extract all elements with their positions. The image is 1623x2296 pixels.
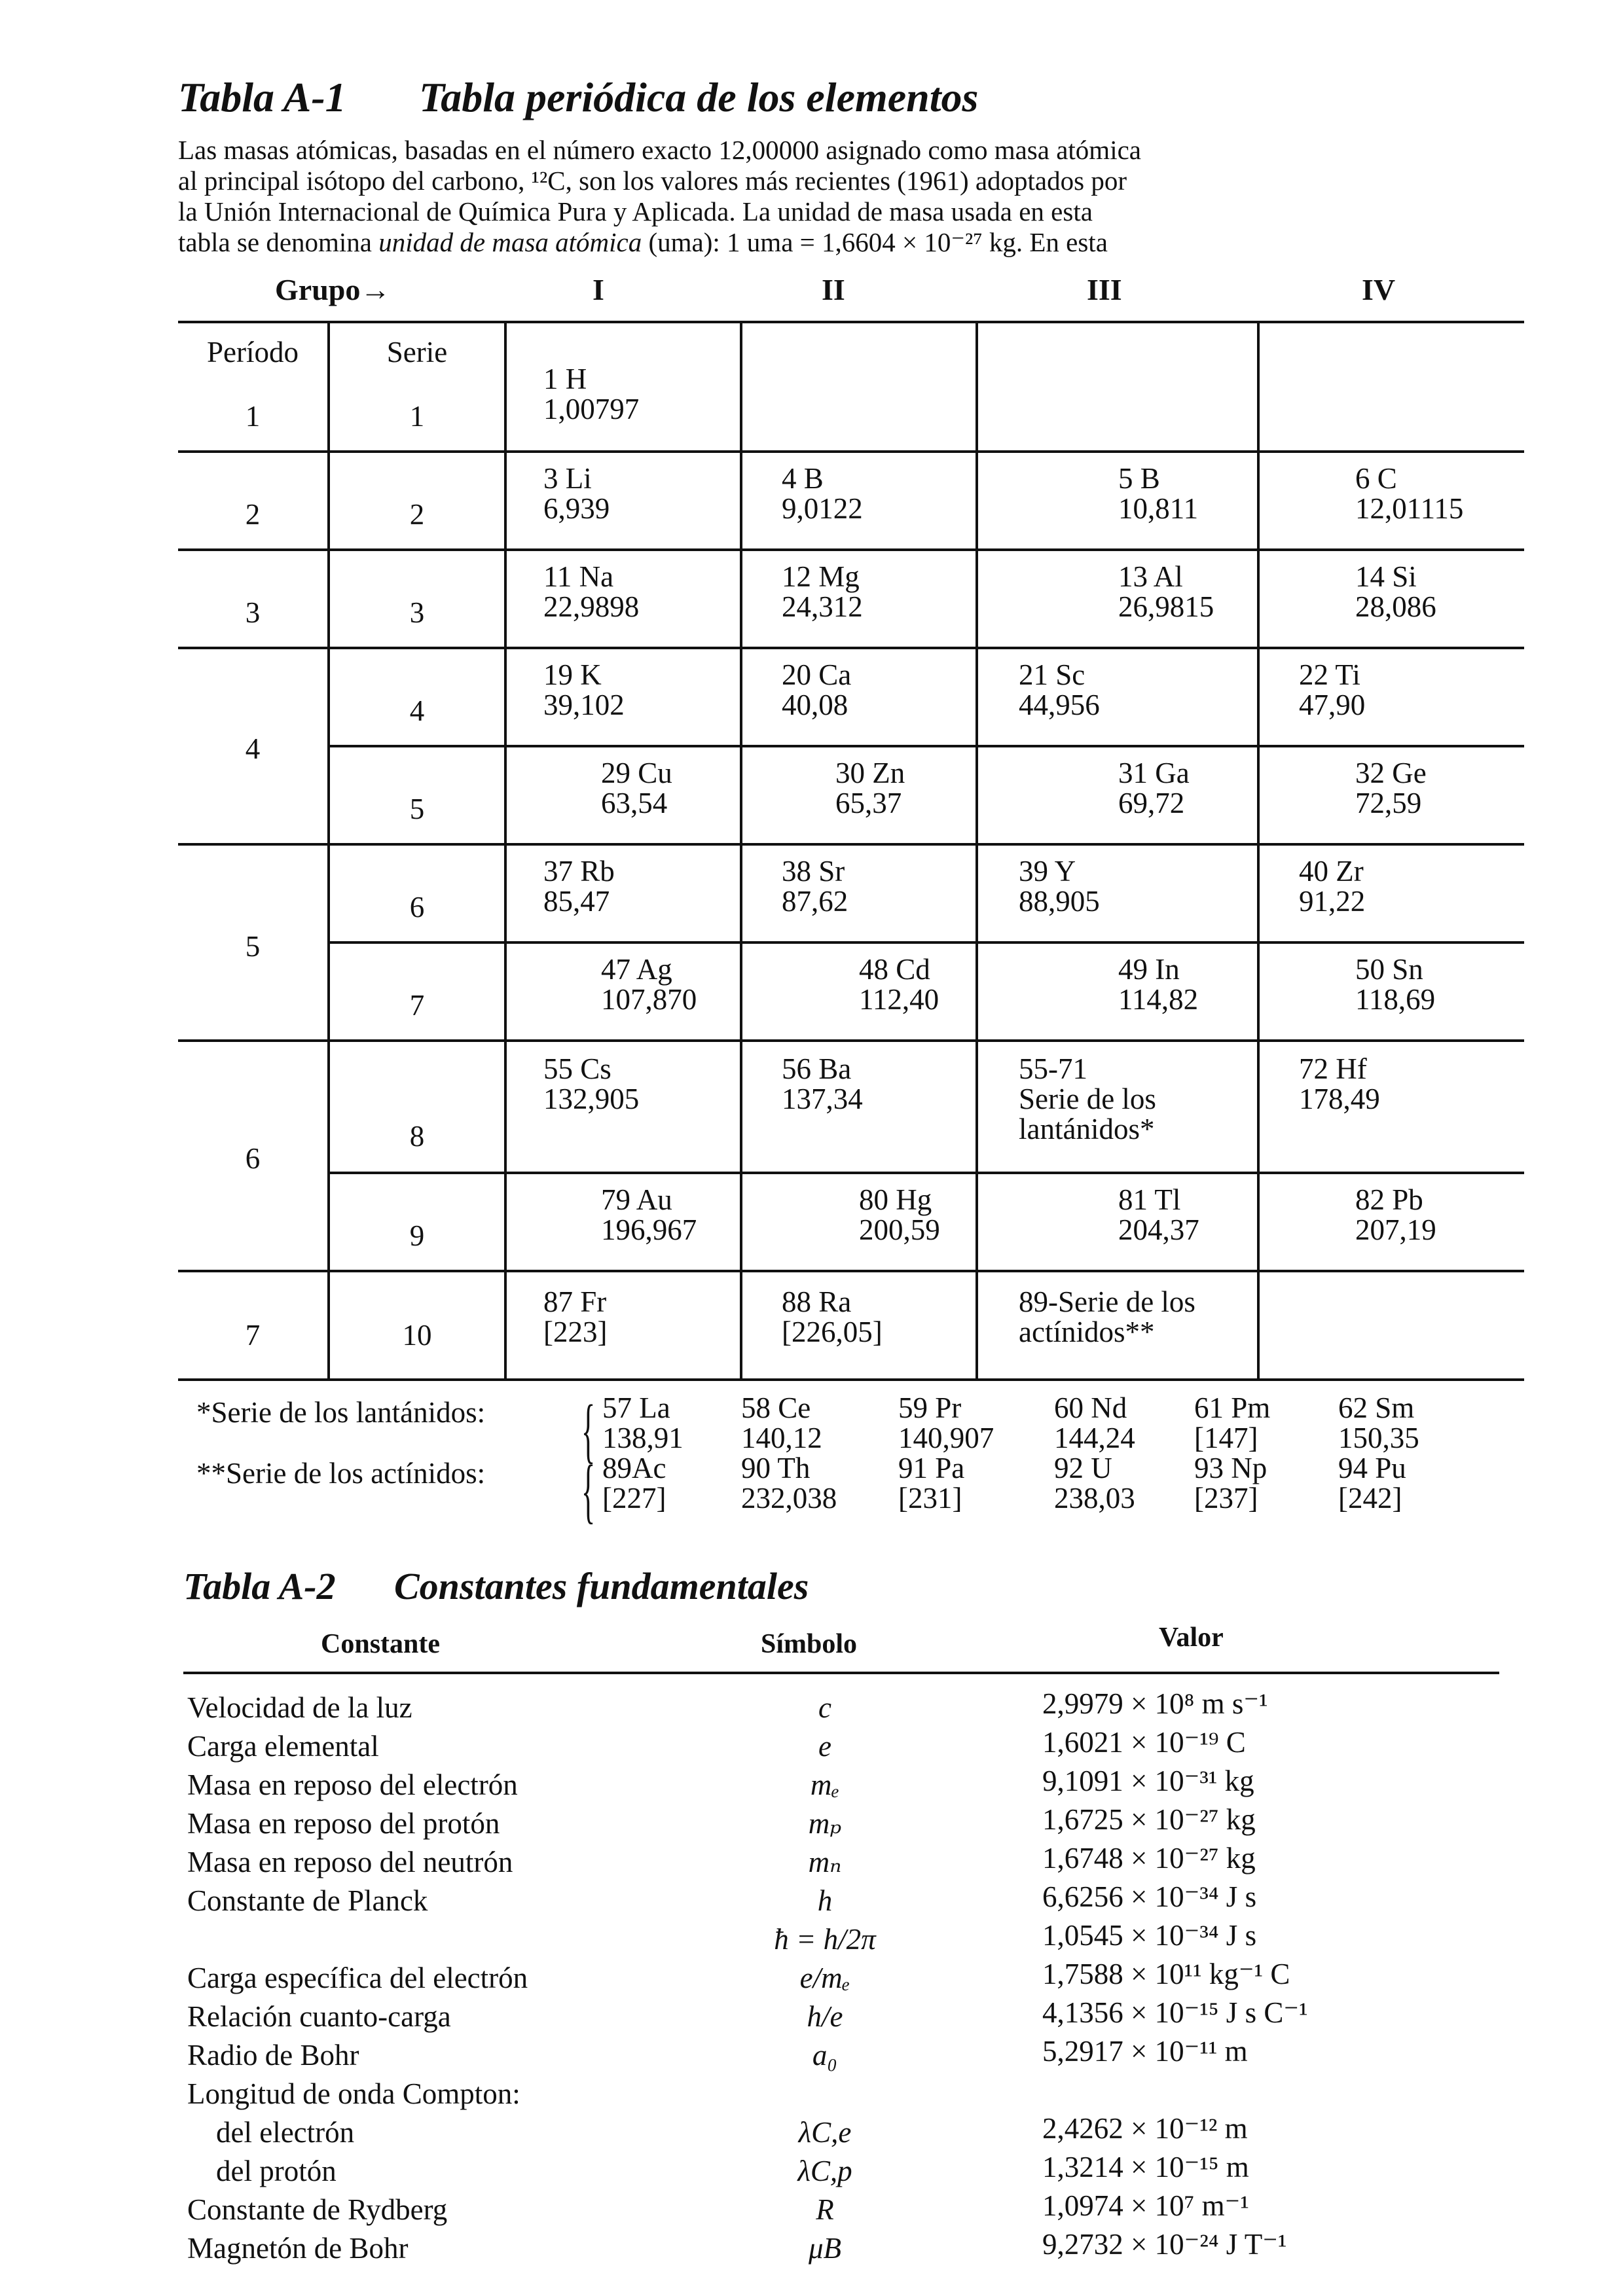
- constant-symbol: ħ = h/2π: [774, 1923, 876, 1956]
- element-k-symbol: 19 K: [543, 658, 602, 691]
- element-ga-symbol: 31 Ga: [1118, 757, 1190, 789]
- constant-value: 1,6021 × 10⁻¹⁹ C: [1042, 1726, 1246, 1759]
- element-hf: [1299, 1054, 1380, 1114]
- lanthanide-pr: [898, 1393, 994, 1453]
- lanthanide-la-symbol: 57 La: [602, 1391, 670, 1424]
- constant-value: 1,6748 × 10⁻²⁷ kg: [1042, 1842, 1256, 1874]
- serie-header: Serie: [386, 336, 448, 368]
- element-na-mass: 22,9898: [543, 590, 640, 623]
- lanthanide-range: 55-71: [1019, 1052, 1087, 1085]
- constant-value: 9,2732 × 10⁻²⁴ J T⁻¹: [1042, 2228, 1287, 2261]
- element-na-symbol: 11 Na: [543, 560, 614, 593]
- period-1: 1: [245, 400, 261, 433]
- constant-name: del electrón: [216, 2116, 355, 2149]
- lanthanide-text-1: Serie de los: [1019, 1083, 1156, 1115]
- element-sr-symbol: 38 Sr: [782, 855, 845, 888]
- element-al: [1118, 562, 1214, 622]
- element-y-symbol: 39 Y: [1019, 855, 1076, 888]
- constants-header-rule: [183, 1672, 1499, 1674]
- element-tl-mass: 204,37: [1118, 1213, 1199, 1246]
- intro-line-4-em: unidad de masa atómica: [378, 227, 642, 257]
- element-zr-symbol: 40 Zr: [1299, 855, 1364, 888]
- element-sn-mass: 118,69: [1355, 983, 1436, 1016]
- element-al-mass: 26,9815: [1118, 590, 1214, 623]
- element-sn-symbol: 50 Sn: [1355, 953, 1423, 986]
- constant-value: 9,1091 × 10⁻³¹ kg: [1042, 1765, 1254, 1797]
- element-hg-mass: 200,59: [859, 1213, 940, 1246]
- lanthanide-ce: [741, 1393, 822, 1453]
- actinide-series-cell: [1019, 1287, 1195, 1347]
- group-iii: III: [1087, 273, 1122, 306]
- actinide-np-symbol: 93 Np: [1194, 1452, 1267, 1484]
- lanthanide-sm: [1338, 1393, 1419, 1453]
- constant-value: 1,7588 × 10¹¹ kg⁻¹ C: [1042, 1958, 1290, 1990]
- period-4: 4: [245, 732, 261, 765]
- element-cd-mass: 112,40: [859, 983, 939, 1016]
- constant-symbol: c: [818, 1691, 831, 1724]
- constant-name: del protón: [216, 2155, 337, 2187]
- constant-value: 2,4262 × 10⁻¹² m: [1042, 2112, 1248, 2145]
- element-ga: [1118, 758, 1190, 818]
- constant-value: 5,2917 × 10⁻¹¹ m: [1042, 2035, 1248, 2068]
- actinide-ac-symbol: 89Ac: [602, 1452, 666, 1484]
- element-hg: [859, 1185, 940, 1245]
- constant-symbol: mₙ: [808, 1846, 842, 1878]
- element-pb-mass: 207,19: [1355, 1213, 1436, 1246]
- intro-line-1: Las masas atómicas, basadas en el número exacto 12,00000 asignado como masa atómica: [178, 135, 1141, 165]
- element-pb: [1355, 1185, 1436, 1245]
- element-ca: [782, 660, 851, 720]
- constant-name: Velocidad de la luz: [187, 1691, 412, 1724]
- constant-name: Carga específica del electrón: [187, 1962, 528, 1994]
- constant-symbol: R: [816, 2193, 834, 2226]
- constant-symbol: λC,e: [798, 2116, 852, 2149]
- vrule-g3: [1257, 321, 1260, 1381]
- element-ti: [1299, 660, 1365, 720]
- lanthanide-ce-mass: 140,12: [741, 1422, 822, 1454]
- element-ge-symbol: 32 Ge: [1355, 757, 1427, 789]
- intro-line-3: la Unión Internacional de Química Pura y Aplicada. La unidad de masa usada en esta: [178, 196, 1093, 226]
- actinide-ac: [602, 1453, 666, 1513]
- actinide-u: [1054, 1453, 1135, 1513]
- constant-value: 4,1356 × 10⁻¹⁵ J s C⁻¹: [1042, 1996, 1308, 2029]
- group-ii: II: [822, 273, 845, 306]
- constant-name: Longitud de onda Compton:: [187, 2077, 520, 2110]
- element-rb-symbol: 37 Rb: [543, 855, 615, 888]
- element-be-symbol: 4 B: [782, 462, 824, 495]
- element-na: [543, 562, 639, 622]
- element-b-mass: 10,811: [1118, 492, 1199, 525]
- constant-symbol: e: [818, 1730, 831, 1763]
- actinide-np-mass: [237]: [1194, 1482, 1258, 1515]
- constant-name: Masa en reposo del neutrón: [187, 1846, 513, 1878]
- constant-name: Masa en reposo del electrón: [187, 1768, 518, 1801]
- element-in: [1118, 954, 1198, 1014]
- element-cs-mass: 132,905: [543, 1083, 640, 1115]
- actinide-pa: [898, 1453, 964, 1513]
- actinide-text-1: 89-Serie de los: [1019, 1285, 1195, 1318]
- lanthanide-text-2: lantánidos*: [1019, 1113, 1155, 1145]
- element-mg-symbol: 12 Mg: [782, 560, 860, 593]
- element-h-mass: 1,00797: [543, 393, 640, 425]
- element-pb-symbol: 82 Pb: [1355, 1183, 1423, 1216]
- lanthanide-pr-mass: 140,907: [898, 1422, 994, 1454]
- serie-4: 4: [409, 694, 425, 727]
- element-ge: [1355, 758, 1427, 818]
- element-zn-mass: 65,37: [835, 787, 902, 819]
- element-cu: [601, 758, 672, 818]
- lanthanide-series-cell: [1019, 1054, 1156, 1144]
- element-be-mass: 9,0122: [782, 492, 863, 525]
- rule-p5: [178, 1039, 1524, 1042]
- element-ga-mass: 69,72: [1118, 787, 1185, 819]
- element-hf-mass: 178,49: [1299, 1083, 1380, 1115]
- table-a1-title: Tabla periódica de los elementos: [419, 74, 979, 120]
- element-y-mass: 88,905: [1019, 885, 1100, 918]
- actinide-th: [741, 1453, 837, 1513]
- element-sn: [1355, 954, 1435, 1014]
- element-fr: [543, 1287, 607, 1347]
- element-tl-symbol: 81 Tl: [1118, 1183, 1181, 1216]
- rule-p3: [178, 647, 1524, 649]
- constant-value: 1,0545 × 10⁻³⁴ J s: [1042, 1919, 1257, 1952]
- element-li: [543, 463, 610, 524]
- element-ag-symbol: 47 Ag: [601, 953, 672, 986]
- actinide-th-mass: 232,038: [741, 1482, 837, 1515]
- period-7: 7: [245, 1319, 261, 1352]
- lanthanide-pr-symbol: 59 Pr: [898, 1391, 962, 1424]
- element-mg: [782, 562, 863, 622]
- element-zr-mass: 91,22: [1299, 885, 1366, 918]
- constant-symbol: a₀: [812, 2039, 838, 2072]
- constant-value: 2,9979 × 10⁸ m s⁻¹: [1042, 1687, 1268, 1720]
- element-ag-mass: 107,870: [601, 983, 697, 1016]
- table-a2-label: Tabla A-2: [183, 1565, 336, 1607]
- rule-bottom: [178, 1378, 1524, 1381]
- element-si: [1355, 562, 1436, 622]
- constant-value: 6,6256 × 10⁻³⁴ J s: [1042, 1880, 1257, 1913]
- actinide-text-2: actínidos**: [1019, 1316, 1155, 1348]
- element-cd-symbol: 48 Cd: [859, 953, 930, 986]
- serie-5: 5: [409, 793, 425, 825]
- rule-s8: [329, 1172, 1524, 1174]
- group-iv: IV: [1362, 273, 1396, 306]
- col-constant: Constante: [321, 1629, 441, 1659]
- constant-symbol: h: [817, 1884, 833, 1917]
- element-si-mass: 28,086: [1355, 590, 1436, 623]
- col-value: Valor: [1159, 1623, 1224, 1653]
- lanthanide-pm-mass: [147]: [1194, 1422, 1258, 1454]
- element-hg-symbol: 80 Hg: [859, 1183, 932, 1216]
- lanthanide-pm-symbol: 61 Pm: [1194, 1391, 1271, 1424]
- lanthanide-sm-mass: 150,35: [1338, 1422, 1419, 1454]
- period-header: Período: [207, 336, 299, 368]
- constant-value: 1,6725 × 10⁻²⁷ kg: [1042, 1803, 1256, 1836]
- constant-name: Constante de Rydberg: [187, 2193, 448, 2226]
- element-ba-symbol: 56 Ba: [782, 1052, 852, 1085]
- rule-p6: [178, 1270, 1524, 1272]
- constant-name: Relación cuanto-carga: [187, 2000, 451, 2033]
- constant-symbol: μB: [808, 2232, 842, 2265]
- element-ra-symbol: 88 Ra: [782, 1285, 852, 1318]
- table-a2-title: Constantes fundamentales: [394, 1565, 809, 1607]
- element-h: [543, 364, 639, 424]
- element-in-mass: 114,82: [1118, 983, 1199, 1016]
- element-li-symbol: 3 Li: [543, 462, 592, 495]
- constant-name: Magnetón de Bohr: [187, 2232, 409, 2265]
- serie-1: 1: [409, 400, 425, 433]
- serie-2: 2: [409, 498, 425, 531]
- element-ge-mass: 72,59: [1355, 787, 1422, 819]
- element-au: [601, 1185, 697, 1245]
- rule-s4: [329, 745, 1524, 747]
- lanthanide-sm-symbol: 62 Sm: [1338, 1391, 1415, 1424]
- element-ag: [601, 954, 697, 1014]
- period-5: 5: [245, 930, 261, 963]
- actinide-th-symbol: 90 Th: [741, 1452, 811, 1484]
- element-cs: [543, 1054, 639, 1114]
- period-6: 6: [245, 1142, 261, 1175]
- rule-top: [178, 321, 1524, 323]
- lanthanide-nd-symbol: 60 Nd: [1054, 1391, 1127, 1424]
- element-tl: [1118, 1185, 1199, 1245]
- serie-7: 7: [409, 989, 425, 1022]
- element-si-symbol: 14 Si: [1355, 560, 1417, 593]
- element-sc: [1019, 660, 1100, 720]
- serie-3: 3: [409, 596, 425, 629]
- element-sc-mass: 44,956: [1019, 689, 1100, 721]
- vrule-g1: [740, 321, 742, 1381]
- actinide-np: [1194, 1453, 1267, 1513]
- element-cd: [859, 954, 939, 1014]
- actinide-u-mass: 238,03: [1054, 1482, 1135, 1515]
- constant-symbol: mₑ: [810, 1768, 840, 1801]
- vrule-serie: [504, 321, 507, 1381]
- constant-symbol: λC,p: [797, 2155, 852, 2187]
- lanthanides-label: *Serie de los lantánidos:: [196, 1396, 486, 1429]
- actinide-pu-symbol: 94 Pu: [1338, 1452, 1406, 1484]
- element-li-mass: 6,939: [543, 492, 610, 525]
- actinide-pu-mass: [242]: [1338, 1482, 1402, 1515]
- constant-symbol: mₚ: [808, 1807, 842, 1840]
- lanthanide-la: [602, 1393, 684, 1453]
- intro-line-4: [178, 227, 1442, 258]
- element-ra: [782, 1287, 883, 1347]
- actinide-ac-mass: [227]: [602, 1482, 666, 1515]
- element-ti-symbol: 22 Ti: [1299, 658, 1360, 691]
- constant-name: Masa en reposo del protón: [187, 1807, 500, 1840]
- element-sc-symbol: 21 Sc: [1019, 658, 1085, 691]
- group-arrow-label: Grupo→: [275, 273, 391, 306]
- actinides-brace: {: [581, 1450, 596, 1530]
- lanthanides-brace: {: [581, 1390, 596, 1470]
- rule-p2: [178, 548, 1524, 551]
- element-zn: [835, 758, 905, 818]
- element-zn-symbol: 30 Zn: [835, 757, 905, 789]
- element-k: [543, 660, 625, 720]
- actinide-pu: [1338, 1453, 1406, 1513]
- element-ba: [782, 1054, 863, 1114]
- element-ba-mass: 137,34: [782, 1083, 863, 1115]
- period-3: 3: [245, 596, 261, 629]
- element-ca-mass: 40,08: [782, 689, 848, 721]
- lanthanide-la-mass: 138,91: [602, 1422, 684, 1454]
- element-y: [1019, 856, 1100, 916]
- element-b: [1118, 463, 1198, 524]
- vrule-g2: [976, 321, 978, 1381]
- rule-p4: [178, 843, 1524, 846]
- element-hf-symbol: 72 Hf: [1299, 1052, 1367, 1085]
- serie-8: 8: [409, 1120, 425, 1153]
- actinide-pa-symbol: 91 Pa: [898, 1452, 965, 1484]
- element-rb-mass: 85,47: [543, 885, 610, 918]
- serie-6: 6: [409, 891, 425, 924]
- serie-9: 9: [409, 1219, 425, 1252]
- actinide-u-symbol: 92 U: [1054, 1452, 1112, 1484]
- lanthanide-nd-mass: 144,24: [1054, 1422, 1135, 1454]
- lanthanide-ce-symbol: 58 Ce: [741, 1391, 811, 1424]
- constant-symbol: h/e: [807, 2000, 843, 2033]
- element-mg-mass: 24,312: [782, 590, 863, 623]
- element-ca-symbol: 20 Ca: [782, 658, 852, 691]
- element-c-mass: 12,01115: [1355, 492, 1464, 525]
- group-i: I: [593, 273, 604, 306]
- constant-name: Constante de Planck: [187, 1884, 428, 1917]
- constant-name: Radio de Bohr: [187, 2039, 359, 2072]
- element-al-symbol: 13 Al: [1118, 560, 1183, 593]
- element-c-symbol: 6 C: [1355, 462, 1397, 495]
- period-2: 2: [245, 498, 261, 531]
- element-cu-symbol: 29 Cu: [601, 757, 672, 789]
- element-sr: [782, 856, 848, 916]
- element-c: [1355, 463, 1463, 524]
- element-h-symbol: 1 H: [543, 363, 587, 395]
- element-sr-mass: 87,62: [782, 885, 848, 918]
- element-in-symbol: 49 In: [1118, 953, 1180, 986]
- element-k-mass: 39,102: [543, 689, 625, 721]
- intro-line-2: al principal isótopo del carbono, ¹²C, son los valores más recientes (1961) adoptados por: [178, 166, 1127, 196]
- constant-value: 1,3214 × 10⁻¹⁵ m: [1042, 2151, 1249, 2183]
- col-symbol: Símbolo: [761, 1629, 858, 1659]
- element-cu-mass: 63,54: [601, 787, 668, 819]
- serie-10: 10: [402, 1319, 432, 1352]
- element-zr: [1299, 856, 1365, 916]
- element-ti-mass: 47,90: [1299, 689, 1366, 721]
- element-fr-mass: [223]: [543, 1316, 608, 1348]
- element-au-symbol: 79 Au: [601, 1183, 672, 1216]
- constant-symbol: e/mₑ: [799, 1962, 850, 1994]
- periodic-table: [178, 321, 1524, 1381]
- intro-line-4-b: (uma): 1 uma = 1,6604 × 10⁻²⁷ kg. En esta: [642, 227, 1108, 257]
- element-au-mass: 196,967: [601, 1213, 697, 1246]
- constant-name: Carga elemental: [187, 1730, 379, 1763]
- lanthanide-pm: [1194, 1393, 1270, 1453]
- constant-value: 1,0974 × 10⁷ m⁻¹: [1042, 2189, 1249, 2222]
- table-a1-label: Tabla A-1: [178, 74, 346, 120]
- element-fr-symbol: 87 Fr: [543, 1285, 607, 1318]
- element-rb: [543, 856, 615, 916]
- element-be: [782, 463, 863, 524]
- element-cs-symbol: 55 Cs: [543, 1052, 611, 1085]
- actinide-pa-mass: [231]: [898, 1482, 962, 1515]
- element-ra-mass: [226,05]: [782, 1316, 883, 1348]
- intro-line-4-a: tabla se denomina: [178, 227, 379, 257]
- element-b-symbol: 5 B: [1118, 462, 1160, 495]
- lanthanide-nd: [1054, 1393, 1135, 1453]
- actinides-label: **Serie de los actínidos:: [196, 1457, 486, 1490]
- rule-p1: [178, 450, 1524, 453]
- rule-s6: [329, 941, 1524, 944]
